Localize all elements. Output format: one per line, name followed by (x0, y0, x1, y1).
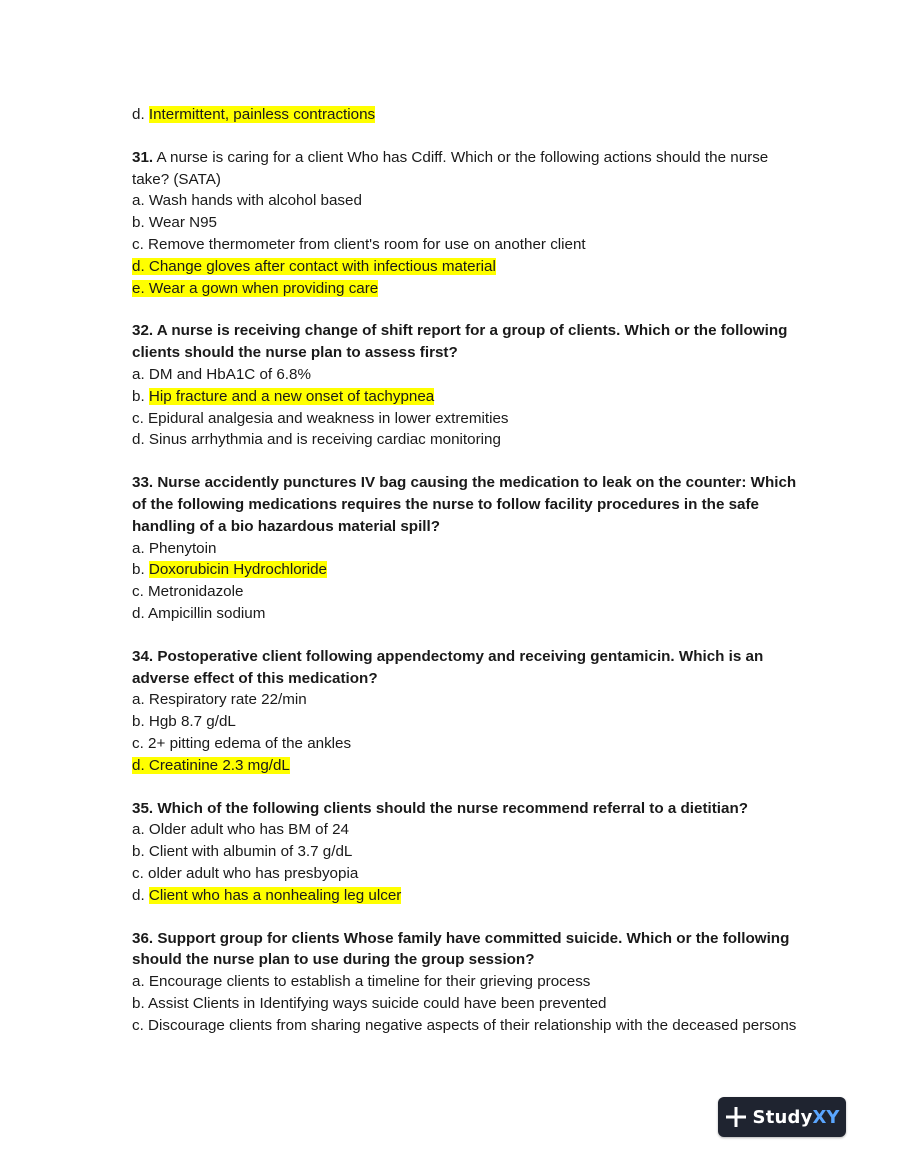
plus-icon (725, 1106, 747, 1128)
option-b (132, 386, 802, 408)
option-d (132, 104, 802, 126)
option-a: a. Wash hands with alcohol based (132, 192, 362, 210)
question-stem (132, 147, 802, 191)
question-number: 31. (132, 148, 154, 166)
option-c: c. Discourage clients from sharing negative aspects of their relationship with the deceased persons (132, 1016, 797, 1034)
previous-question-answer (132, 104, 802, 126)
option-a: a. Encourage clients to establish a timeline for their grieving process (132, 973, 591, 991)
question-stem: 36. Support group for clients Whose family have committed suicide. Which or the following should the nurse plan to use during the group session? (132, 929, 790, 969)
option-b: b. Wear N95 (132, 214, 217, 232)
option-a: a. DM and HbA1C of 6.8% (132, 365, 311, 383)
option-b: b. Assist Clients in Identifying ways suicide could have been prevented (132, 994, 607, 1012)
question-stem: 33. Nurse accidently punctures IV bag causing the medication to leak on the counter: Which of the following medications requires the nurse to follow facility procedures in the safe handling of a bio hazardous material spill? (132, 474, 797, 535)
highlighted-answer: d. Change gloves after contact with infectious material (132, 257, 496, 275)
option-c: c. Metronidazole (132, 583, 244, 601)
highlighted-answer: d. Creatinine 2.3 mg/dL (132, 756, 290, 774)
option-b: b. Hgb 8.7 g/dL (132, 713, 236, 731)
question-34 (132, 646, 802, 777)
logo-brand-accent: XY (812, 1106, 840, 1128)
option-a: a. Respiratory rate 22/min (132, 691, 307, 709)
studyxy-logo[interactable] (718, 1097, 846, 1137)
option-d (132, 885, 802, 907)
option-a: a. Older adult who has BM of 24 (132, 821, 349, 839)
option-b: b. Client with albumin of 3.7 g/dL (132, 843, 353, 861)
question-text: A nurse is caring for a client Who has Cdiff. Which or the following actions should the nurse take? (SATA) (132, 148, 769, 188)
option-c: c. 2+ pitting edema of the ankles (132, 734, 352, 752)
highlighted-answer: Hip fracture and a new onset of tachypnea (148, 387, 435, 405)
option-a: a. Phenytoin (132, 539, 217, 557)
option-b (132, 559, 802, 581)
option-c: c. older adult who has presbyopia (132, 864, 359, 882)
option-c: c. Epidural analgesia and weakness in lower extremities (132, 409, 509, 427)
question-stem: 35. Which of the following clients should the nurse recommend referral to a dietitian? (132, 799, 749, 817)
question-36 (132, 928, 802, 1037)
document-body (132, 104, 802, 1057)
option-d: d. Sinus arrhythmia and is receiving cardiac monitoring (132, 431, 501, 449)
option-prefix: b. (132, 561, 149, 579)
option-d (132, 755, 802, 777)
question-33 (132, 472, 802, 625)
highlighted-answer: e. Wear a gown when providing care (132, 279, 379, 297)
question-stem: 34. Postoperative client following appendectomy and receiving gentamicin. Which is an adverse effect of this medication? (132, 647, 764, 687)
option-d: d. Ampicillin sodium (132, 604, 266, 622)
logo-brand-text: Study (752, 1106, 813, 1128)
option-d (132, 256, 802, 278)
option-prefix: d. (132, 886, 149, 904)
option-e (132, 278, 802, 300)
option-c: c. Remove thermometer from client's room for use on another client (132, 235, 586, 253)
question-32 (132, 320, 802, 451)
question-35 (132, 798, 802, 907)
question-31 (132, 147, 802, 300)
option-prefix: b. (132, 387, 149, 405)
highlighted-answer: Client who has a nonhealing leg ulcer (148, 886, 402, 904)
option-prefix: d. (132, 106, 149, 123)
highlighted-answer: Doxorubicin Hydrochloride (148, 561, 328, 579)
question-stem: 32. A nurse is receiving change of shift report for a group of clients. Which or the following clients should the nurse plan to assess first? (132, 322, 788, 362)
highlighted-answer: Intermittent, painless contractions (148, 106, 376, 123)
